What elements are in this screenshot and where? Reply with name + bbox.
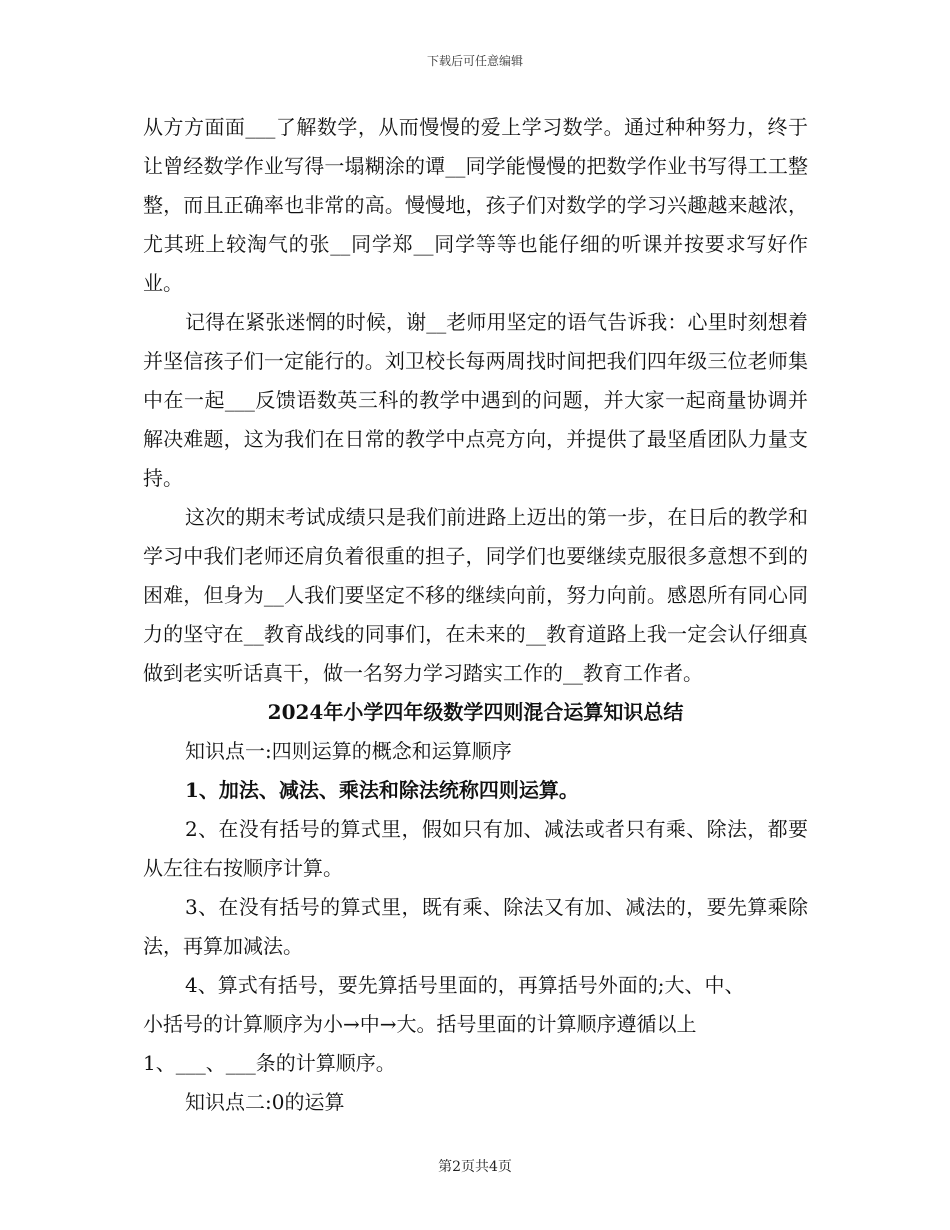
section-title: 2024年小学四年级数学四则混合运算知识总结 <box>267 700 684 724</box>
knowledge-point-1-heading: 知识点一:四则运算的概念和运算顺序 <box>185 739 512 763</box>
knowledge-item-1: 1、加法、减法、乘法和除法统称四则运算。 <box>185 778 579 802</box>
document-body <box>143 108 808 1122</box>
knowledge-item-4-line-3: 1、___、___条的计算顺序。 <box>143 1051 396 1075</box>
knowledge-point-2-heading: 知识点二:0的运算 <box>185 1090 345 1114</box>
knowledge-item-3: 3、在没有括号的算式里，既有乘、除法又有加、减法的，要先算乘除法，再算加减法。 <box>143 895 808 958</box>
knowledge-item-2: 2、在没有括号的算式里，假如只有加、减法或者只有乘、除法，都要从左往右按顺序计算。 <box>143 817 808 880</box>
page-footer: 第2页共4页 <box>438 1159 512 1175</box>
paragraph-1: 从方方面面___了解数学，从而慢慢的爱上学习数学。通过种种努力，终于让曾经数学作业写得一塌糊涂的谭__同学能慢慢的把数学作业书写得工工整整，而且正确率也非常的高。慢慢地，孩子们对数学的学习兴趣越来越浓，尤其班上较淘气的张__同学郑__同学等等也能仔细的听课并按要求写好作业。 <box>143 115 808 295</box>
knowledge-item-4-line-1: 4、算式有括号，要先算括号里面的，再算括号外面的;大、中、 <box>185 973 745 997</box>
paragraph-2: 记得在紧张迷惘的时候，谢__老师用坚定的语气告诉我：心里时刻想着并坚信孩子们一定能行的。刘卫校长每两周找时间把我们四年级三位老师集中在一起___反馈语数英三科的教学中遇到的问题，并大家一起商量协调并解决难题，这为我们在日常的教学中点亮方向，并提供了最坚盾团队力量支持。 <box>143 310 808 490</box>
page-header: 下载后可任意编辑 <box>426 54 523 68</box>
paragraph-3: 这次的期末考试成绩只是我们前进路上迈出的第一步，在日后的教学和学习中我们老师还肩负着很重的担子，同学们也要继续克服很多意想不到的困难，但身为__人我们要坚定不移的继续向前，努力向前。感恩所有同心同力的坚守在__教育战线的同事们，在未来的__教育道路上我一定会认仔细真做到老实听话真干，做一名努力学习踏实工作的__教育工作者。 <box>143 505 808 685</box>
knowledge-item-4-line-2: 小括号的计算顺序为小→中→大。括号里面的计算顺序遵循以上 <box>143 1012 697 1036</box>
